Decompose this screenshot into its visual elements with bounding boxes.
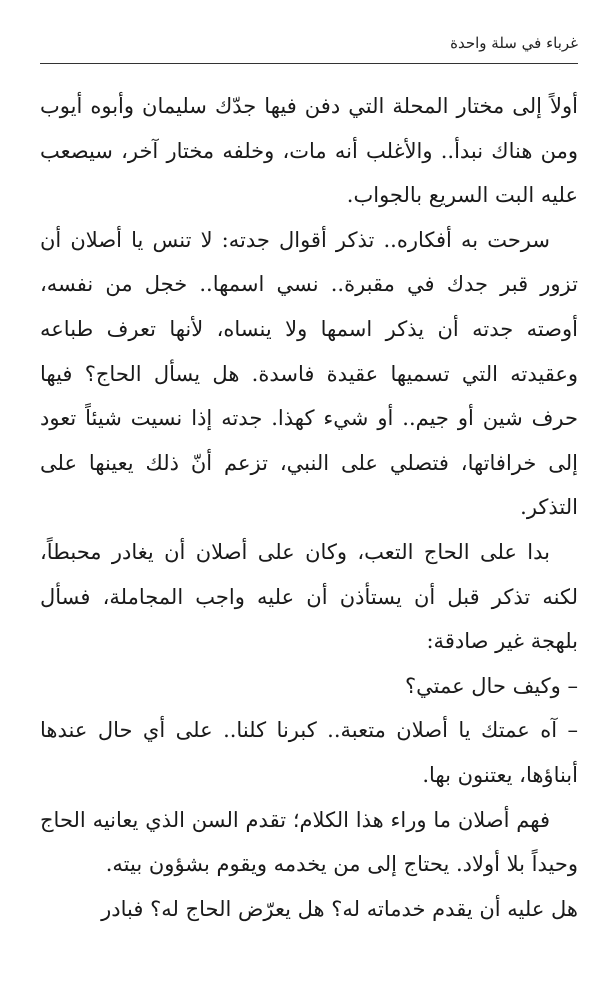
paragraph: بدا على الحاج التعب، وكان على أصلان أن يغادر محبطاً، لكنه تذكر قبل أن يستأذن أن عليه واجب المجاملة، فسأل بلهجة غير صادقة: [40, 539, 578, 654]
paragraph: أولاً إلى مختار المحلة التي دفن فيها جدّك سليمان وأبوه أيوب ومن هناك نبدأ.. والأغلب أنه مات، وخلفه مختار آخر، سيصعب عليه البت السريع بالجواب. [40, 94, 578, 208]
body-text [40, 84, 578, 931]
running-header-title: غرباء في سلة واحدة [450, 34, 578, 52]
paragraph: سرحت به أفكاره.. تذكر أقوال جدته: لا تنس يا أصلان أن تزور قبر جدك في مقبرة.. نسي اسمها.. خجل من نفسه، أوصته جدته أن يذكر اسمها ولا ينساه، لأنها تعرف طباعه وعقيدته التي تسميها عقيدة فاسدة. هل يسأل الحاج؟ فيها حرف شين أو جيم.. أو شيء كهذا. جدته إذا نسيت شيئاً تعود إلى خرافاتها، فتصلي على النبي، تزعم أنّ ذلك يعينها على التذكر. [40, 227, 578, 520]
paragraph: هل عليه أن يقدم خدماته له؟ هل يعرّض الحاج له؟ فبادر [101, 896, 578, 921]
paragraph: فهم أصلان ما وراء هذا الكلام؛ تقدم السن الذي يعانيه الحاج وحيداً بلا أولاد. يحتاج إلى من يخدمه ويقوم بشؤون بيته. [40, 807, 578, 877]
dialogue-line: – وكيف حال عمتي؟ [404, 673, 578, 698]
header-divider [40, 63, 578, 64]
dialogue-line: – آه عمتك يا أصلان متعبة.. كبرنا كلنا.. على أي حال عندها أبناؤها، يعتنون بها. [40, 718, 578, 787]
